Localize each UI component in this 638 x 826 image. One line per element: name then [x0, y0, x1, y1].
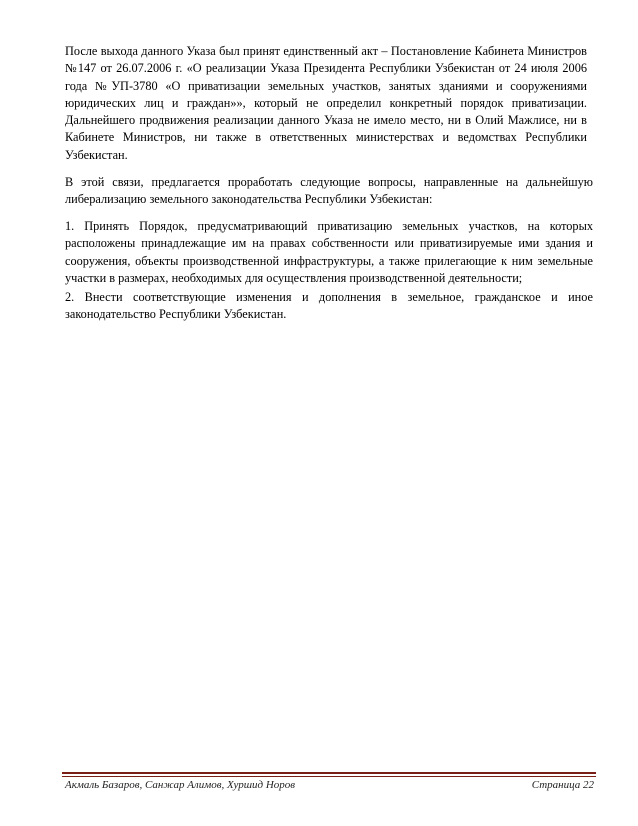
footer-authors: Акмаль Базаров, Санжар Алимов, Хуршид Норов — [65, 779, 296, 791]
paragraph-proposal-2: 2. Внести соответствующие изменения и дополнения в земельное, гражданское и иное законодательство Республики Узбекистан. — [65, 290, 593, 322]
paragraph-decree-act: После выхода данного Указа был принят единственный акт – Постановление Кабинета Министров №147 от 26.07.2006 г. «О реализации Указа Президента Республики Узбекистан от 24 июля 2006 года №УП-3780 «О приватизации земельных участков, занятых зданиями и сооружениями юридических лиц и граждан»», который не определил конкретный порядок приватизации. Дальнейшего продвижения реализации данного Указа не имело место, ни в Олий Мажлисе, ни в Кабинете Министров, ни также в ответственных министерствах и ведомствах Республики Узбекистан. — [65, 44, 587, 162]
paragraph-proposal-1: 1. Принять Порядок, предусматривающий приватизацию земельных участков, на которых расположены принадлежащие им на правах собственности или приватизируемые ими здания и сооружения, объекты производственной инфраструктуры, а также прилегающие к ним земельные участки в размерах, необходимых для осуществления производственной деятельности; — [65, 219, 593, 285]
paragraph-proposals-intro: В этой связи, предлагается проработать следующие вопросы, направленные на дальнейшую либерализацию земельного законодательства Республики Узбекистан: — [65, 175, 593, 207]
footer-page-number: Страница 22 — [531, 779, 594, 791]
footer-divider-thin — [62, 776, 596, 777]
footer-divider-thick — [62, 772, 596, 774]
